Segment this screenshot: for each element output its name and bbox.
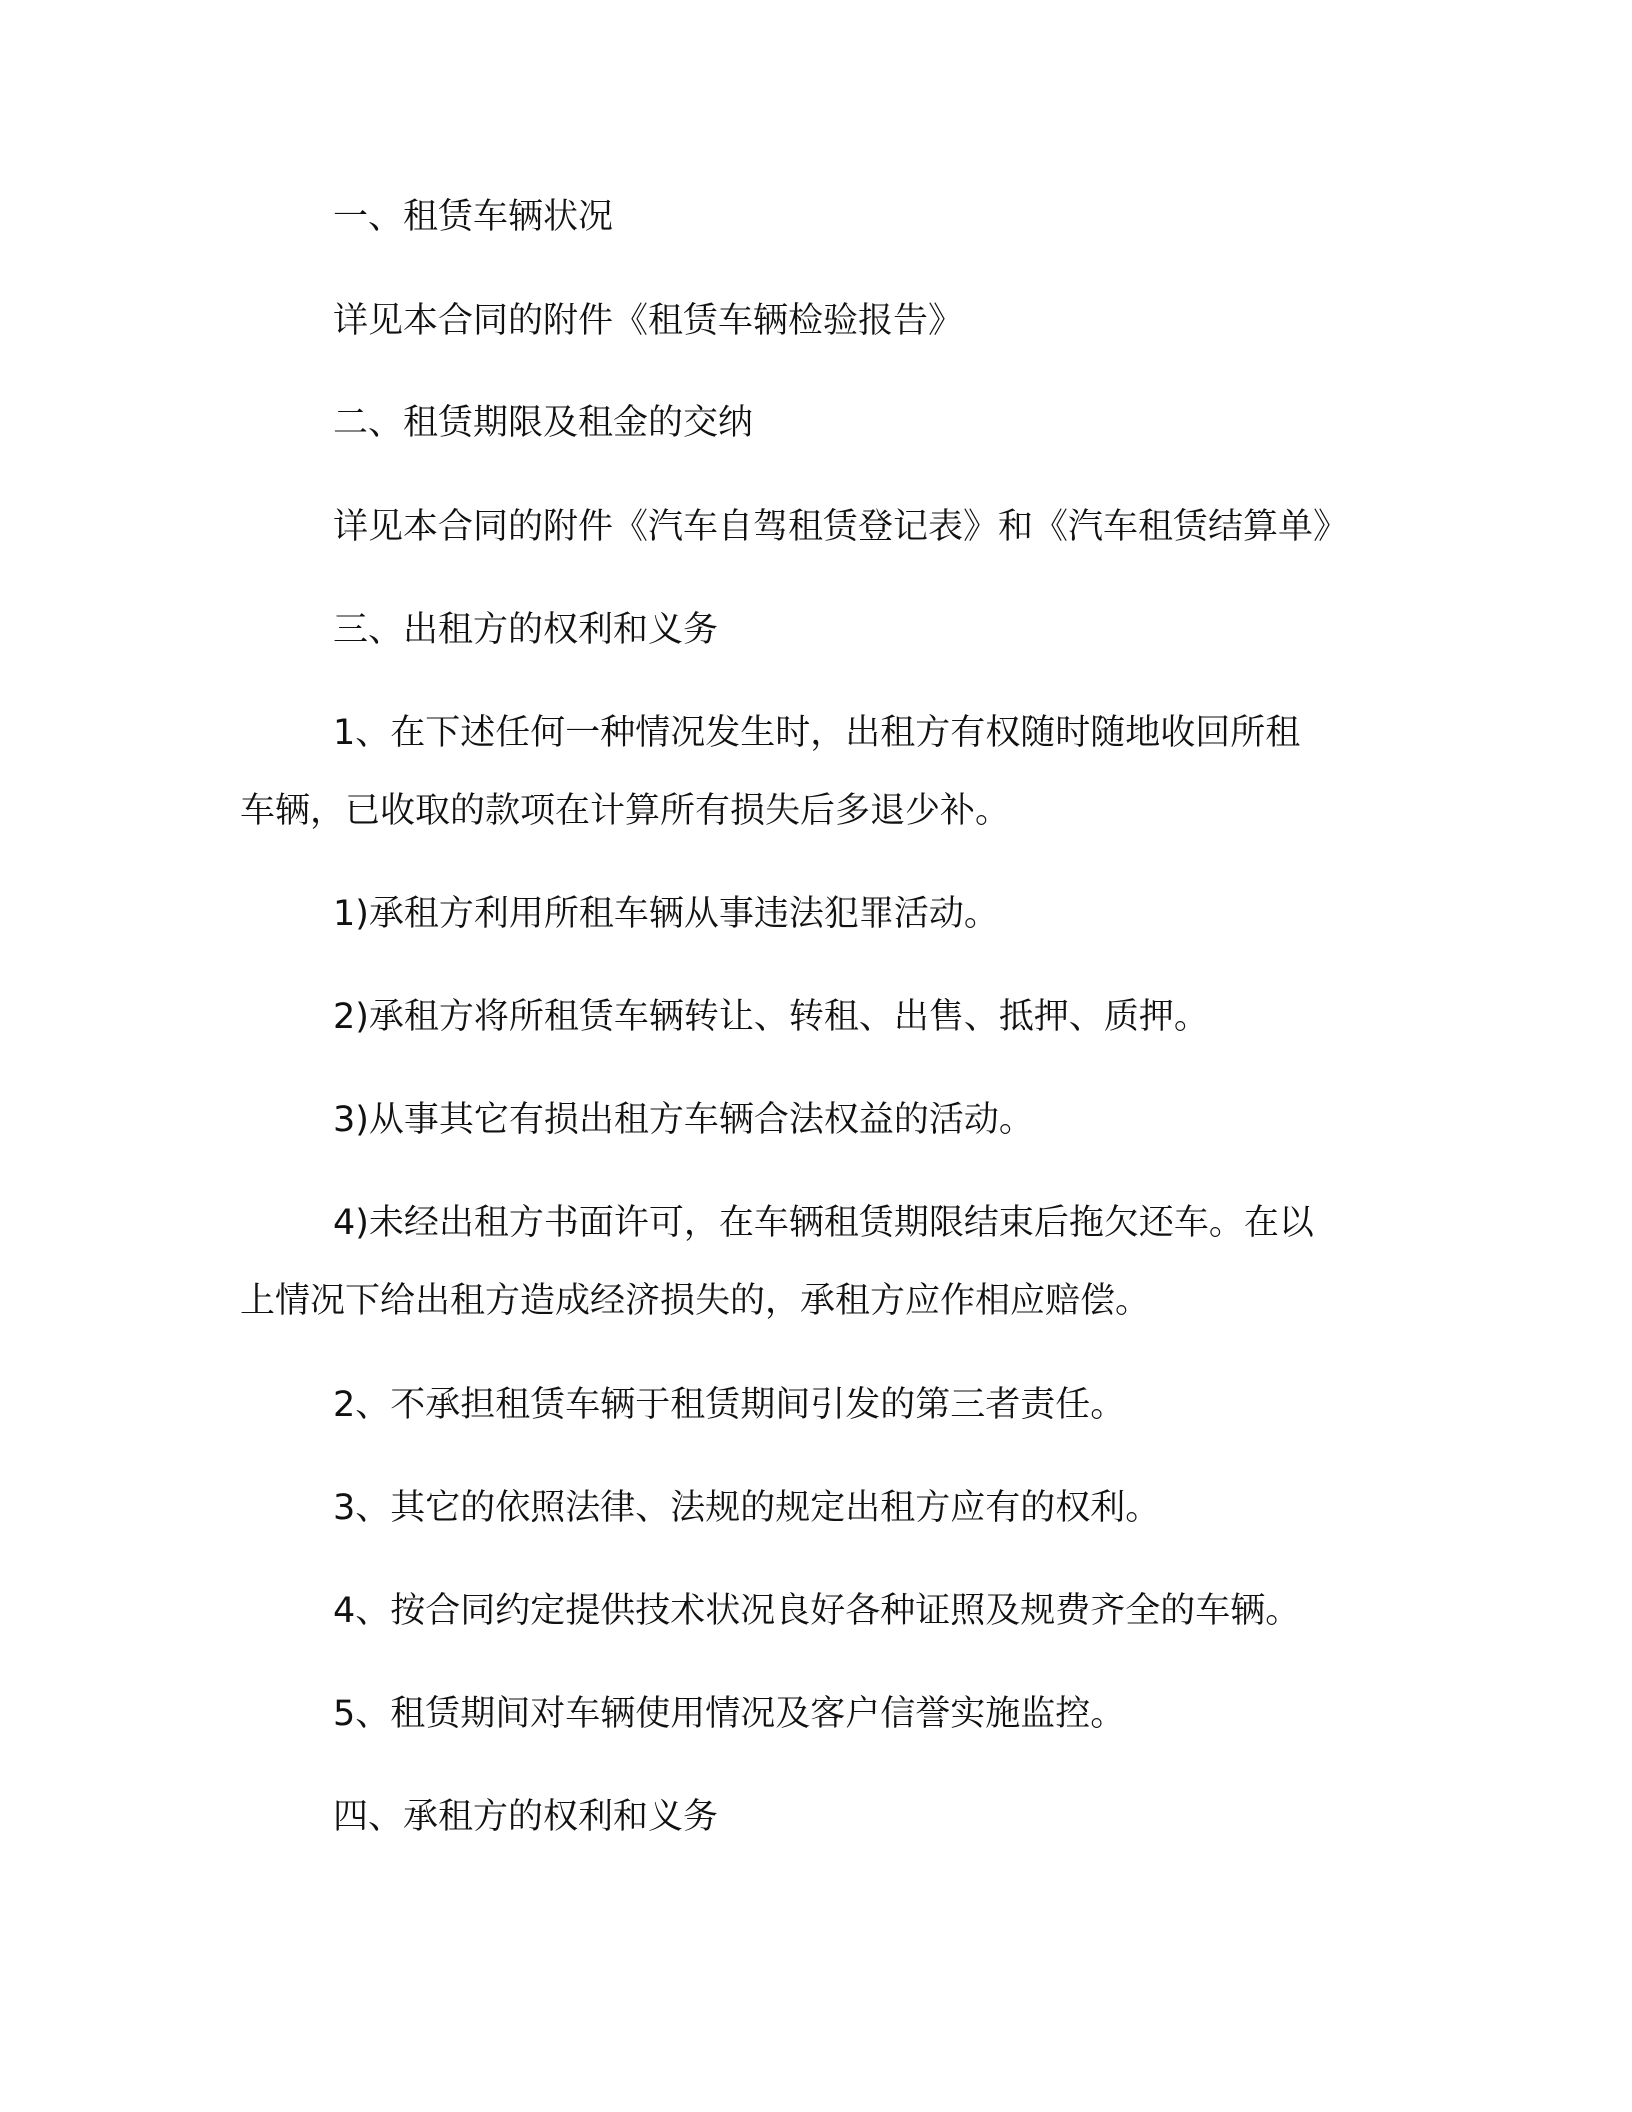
paragraph: 4、按合同约定提供技术状况良好各种证照及规费齐全的车辆。 [333,1591,1301,1631]
paragraph: 详见本合同的附件《汽车自驾租赁登记表》和《汽车租赁结算单》 [333,507,1349,547]
list-item: 4)未经出租方书面许可，在车辆租赁期限结束后拖欠还车。在以 [333,1203,1314,1243]
list-item: 2)承租方将所租赁车辆转让、转租、出售、抵押、质押。 [333,997,1209,1037]
list-item: 1)承租方利用所租车辆从事违法犯罪活动。 [333,894,999,934]
paragraph: 1、在下述任何一种情况发生时，出租方有权随时随地收回所租 [333,713,1301,753]
paragraph: 3、其它的依照法律、法规的规定出租方应有的权利。 [333,1488,1161,1528]
section-heading-4: 四、承租方的权利和义务 [333,1797,719,1837]
section-heading-3: 三、出租方的权利和义务 [333,610,719,650]
paragraph: 5、租赁期间对车辆使用情况及客户信誉实施监控。 [333,1694,1126,1734]
section-heading-2: 二、租赁期限及租金的交纳 [333,403,754,443]
paragraph: 2、不承担租赁车辆于租赁期间引发的第三者责任。 [333,1385,1126,1425]
list-item: 3)从事其它有损出租方车辆合法权益的活动。 [333,1100,1034,1140]
paragraph: 详见本合同的附件《租赁车辆检验报告》 [333,301,964,341]
paragraph: 车辆，已收取的款项在计算所有损失后多退少补。 [240,791,1011,831]
paragraph: 上情况下给出租方造成经济损失的，承租方应作相应赔偿。 [240,1281,1151,1321]
section-heading-1: 一、租赁车辆状况 [333,197,614,237]
